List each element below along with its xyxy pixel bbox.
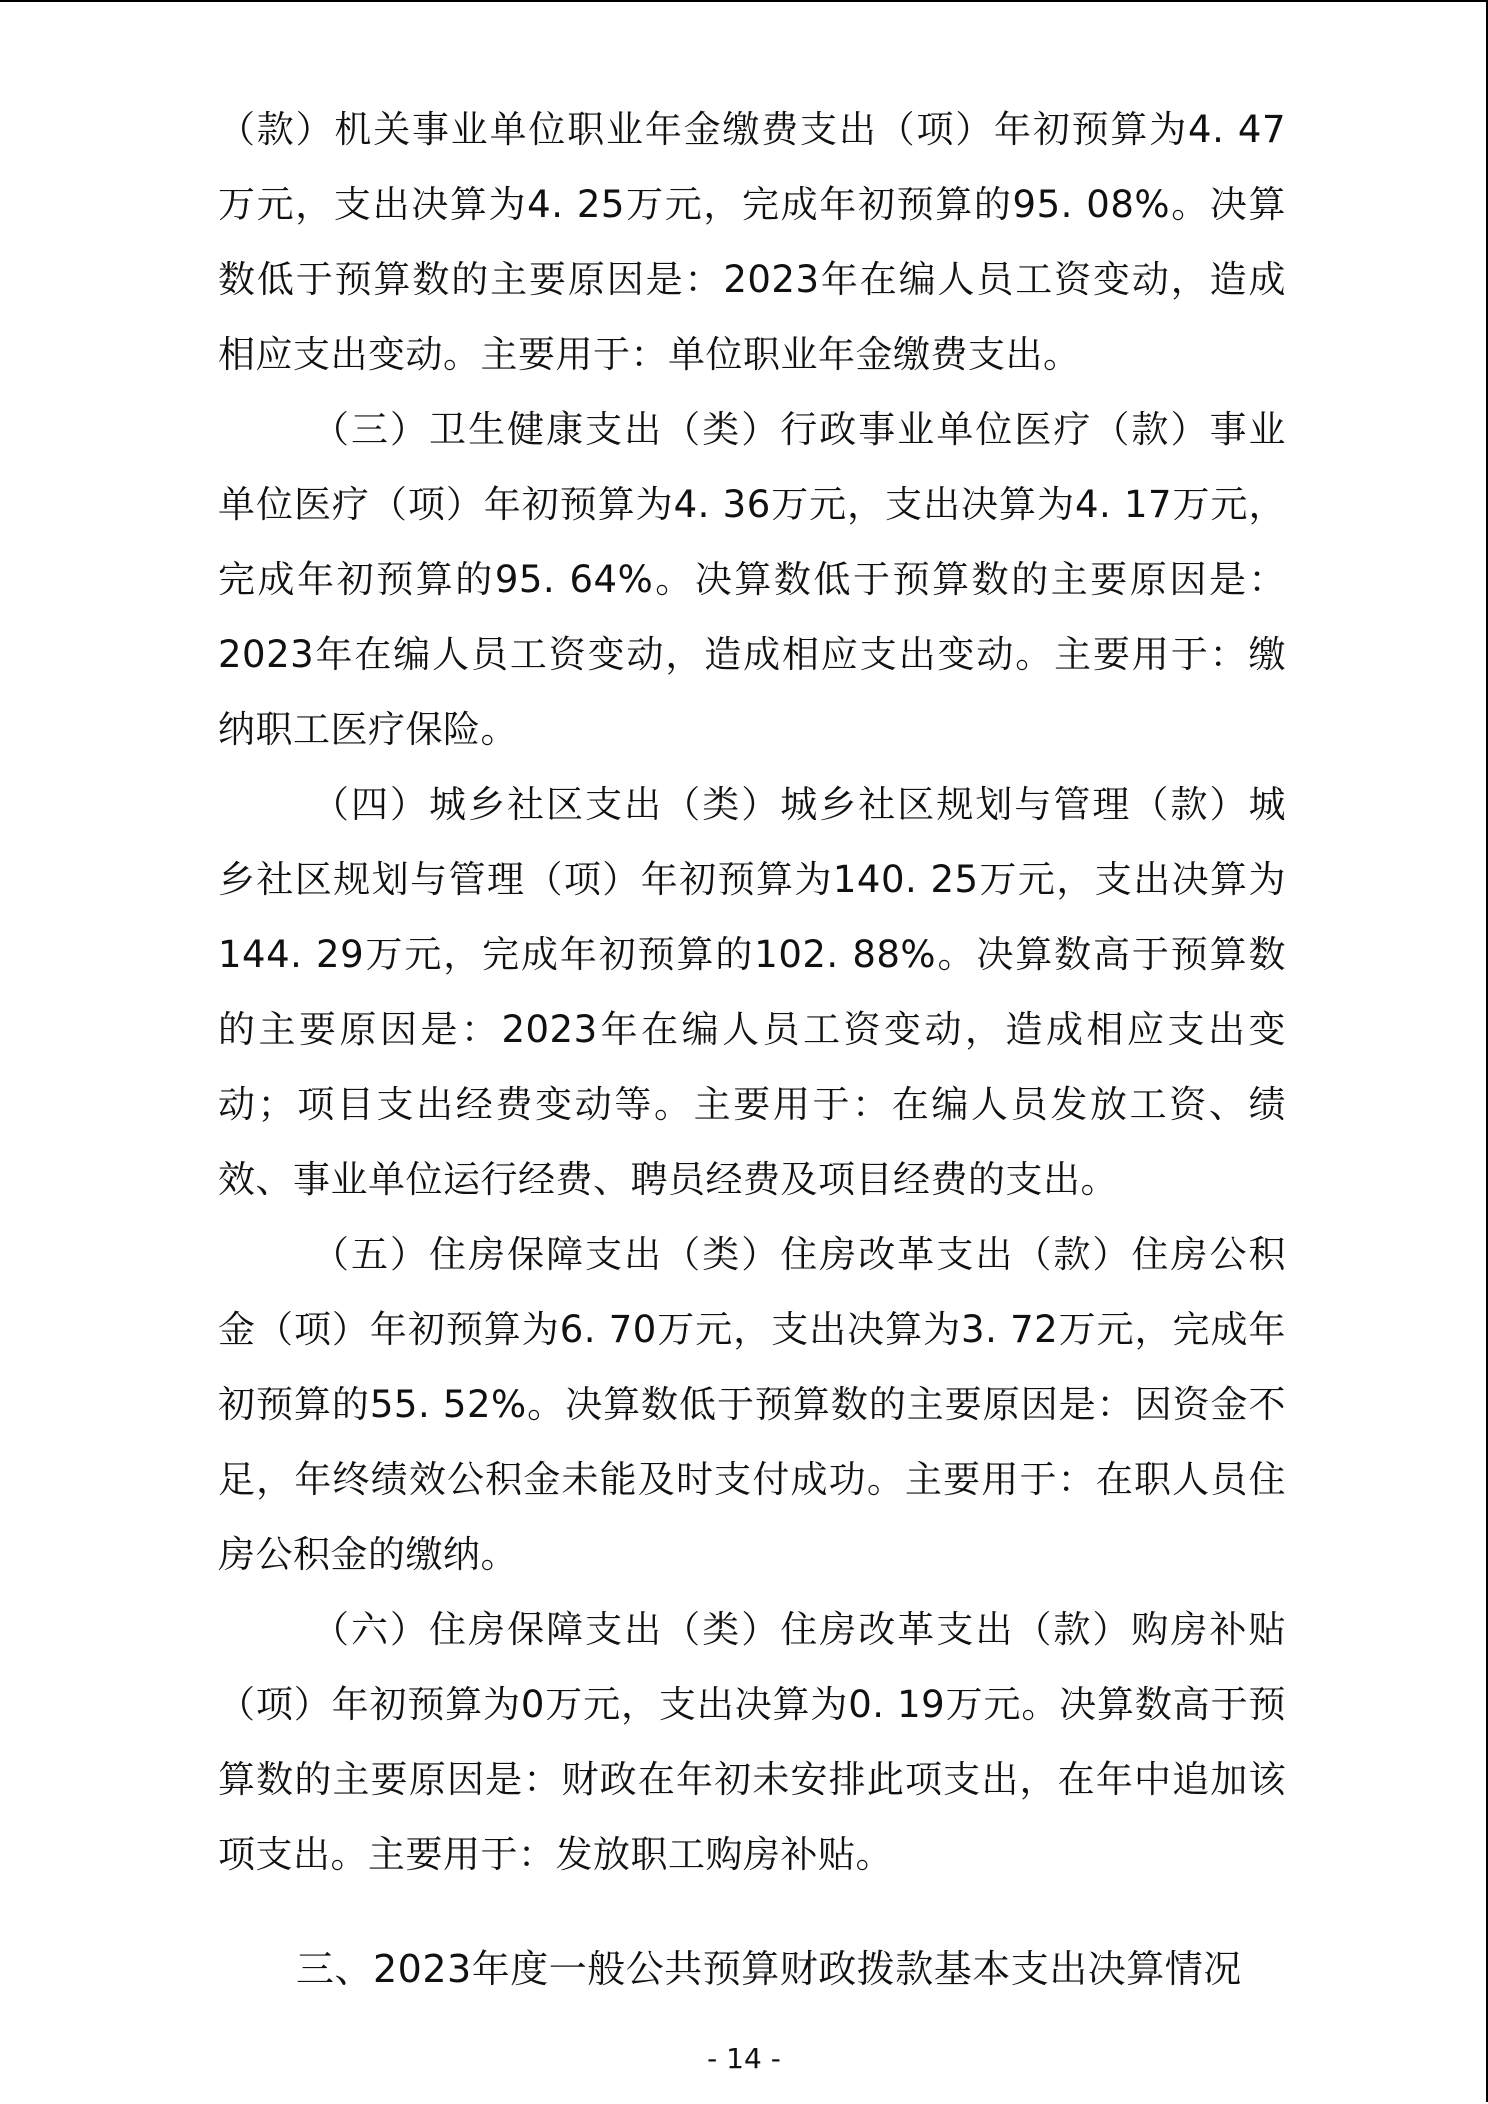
section-heading: 三、2023年度一般公共预算财政拨款基本支出决算情况 — [296, 1947, 1242, 1991]
paragraph-item-5: （五）住房保障支出（类）住房改革支出（款）住房公积金（项）年初预算为6. 70万元，支出决算为3. 72万元，完成年初预算的55. 52%。决算数低于预算数的主要原因是：因资金不足，年终绩效公积金未能及时支付成功。主要用于：在职人员住房公积金的缴纳。 — [218, 1233, 1286, 1576]
page-number: - 14 - — [707, 2042, 781, 2075]
document-body — [218, 92, 1286, 1892]
paragraph-item-6: （六）住房保障支出（类）住房改革支出（款）购房补贴（项）年初预算为0万元，支出决算为0. 19万元。决算数高于预算数的主要原因是：财政在年初未安排此项支出，在年中追加该项支出。主要用于：发放职工购房补贴。 — [218, 1608, 1286, 1876]
paragraph-item-4: （四）城乡社区支出（类）城乡社区规划与管理（款）城乡社区规划与管理（项）年初预算为140. 25万元，支出决算为144. 29万元，完成年初预算的102. 88%。决算数高于预算数的主要原因是：2023年在编人员工资变动，造成相应支出变动；项目支出经费变动等。主要用于：在编人员发放工资、绩效、事业单位运行经费、聘员经费及项目经费的支出。 — [218, 783, 1286, 1201]
paragraph-continuation: （款）机关事业单位职业年金缴费支出（项）年初预算为4. 47万元，支出决算为4. 25万元，完成年初预算的95. 08%。决算数低于预算数的主要原因是：2023年在编人员工资变动，造成相应支出变动。主要用于：单位职业年金缴费支出。 — [218, 108, 1286, 376]
paragraph-item-3: （三）卫生健康支出（类）行政事业单位医疗（款）事业单位医疗（项）年初预算为4. 36万元，支出决算为4. 17万元，完成年初预算的95. 64%。决算数低于预算数的主要原因是：2023年在编人员工资变动，造成相应支出变动。主要用于：缴纳职工医疗保险。 — [218, 408, 1286, 751]
